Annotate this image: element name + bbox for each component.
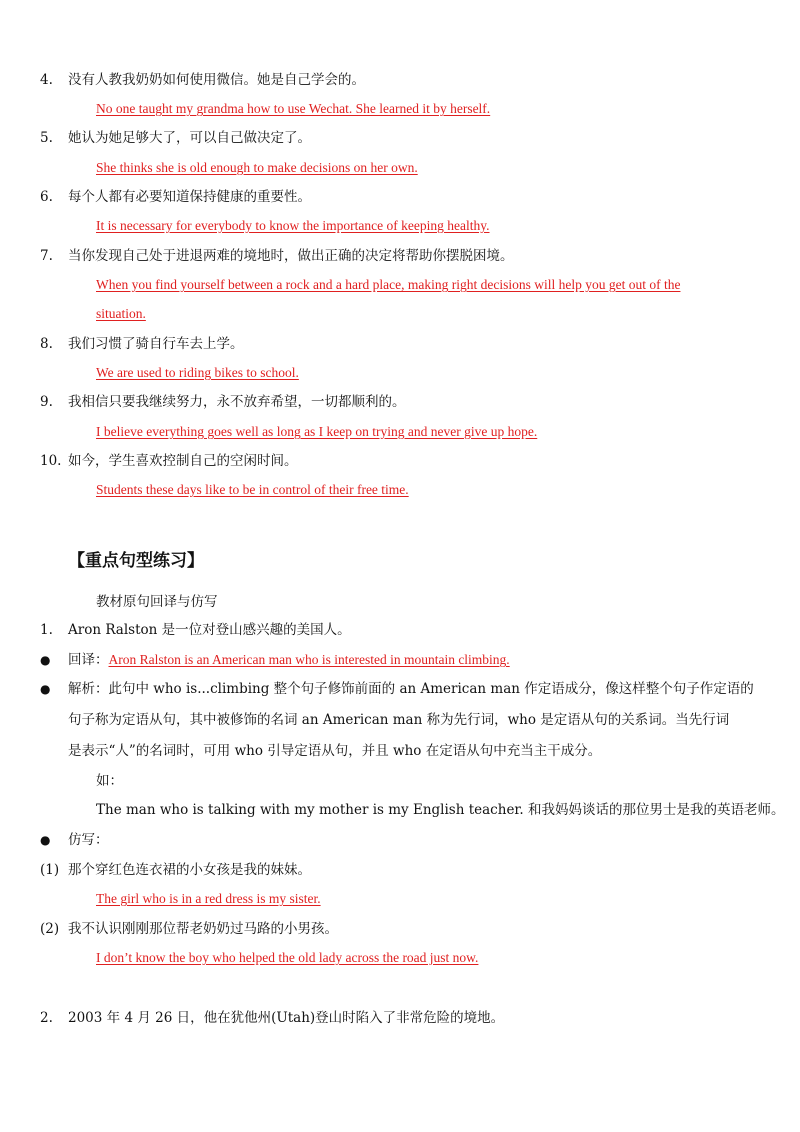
bullet-icon: ●: [40, 682, 51, 696]
translation-block: [68, 650, 510, 670]
analysis-text-3: 是表示“人”的名词时，可用 who 引导定语从句，并且 who 在定语从句中充当主干成分。: [68, 743, 602, 759]
item-number: 9.: [40, 394, 53, 410]
item-number: 4.: [40, 72, 53, 88]
analysis-label: 解析：: [68, 681, 109, 697]
example-label: 如：: [96, 773, 123, 789]
english-answer: No one taught my grandma how to use Wechat. She learned it by herself.: [96, 101, 491, 116]
sub-question-number: (1): [40, 862, 60, 878]
section-subtitle: 教材原句回译与仿写: [96, 594, 218, 610]
chinese-sentence: 她认为她足够大了，可以自己做决定了。: [68, 130, 311, 146]
sub-question-answer: The girl who is in a red dress is my sister.: [96, 891, 321, 906]
item-number: 8.: [40, 336, 53, 352]
chinese-sentence: 每个人都有必要知道保持健康的重要性。: [68, 189, 311, 205]
example-sentence: The man who is talking with my mother is my English teacher. 和我妈妈谈话的那位男士是我的英语老师。: [96, 802, 785, 818]
analysis-text-2: 句子称为定语从句，其中被修饰的名词 an American man 称为先行词，who 是定语从句的关系词。当先行词: [68, 712, 730, 728]
chinese-sentence: 我们习惯了骑自行车去上学。: [68, 336, 244, 352]
bullet-icon: ●: [40, 833, 51, 847]
bullet-icon: ●: [40, 653, 51, 667]
english-answer: I believe everything goes well as long as I keep on trying and never give up hope.: [96, 424, 538, 439]
english-answer: She thinks she is old enough to make decisions on her own.: [96, 160, 418, 175]
chinese-sentence: 我相信只要我继续努力，永不放弃希望，一切都顺利的。: [68, 394, 406, 410]
translation-answer: Aron Ralston is an American man who is interested in mountain climbing.: [108, 652, 510, 667]
english-answer: When you find yourself between a rock and a hard place, making right decisions will help you get out of the: [96, 277, 681, 292]
english-answer: We are used to riding bikes to school.: [96, 365, 299, 380]
item-number: 10.: [40, 453, 62, 469]
question-text: Aron Ralston 是一位对登山感兴趣的美国人。: [68, 622, 351, 638]
chinese-sentence: 当你发现自己处于进退两难的境地时，做出正确的决定将帮助你摆脱困境。: [68, 248, 514, 264]
chinese-sentence: 没有人教我奶奶如何使用微信。她是自己学会的。: [68, 72, 365, 88]
question-text: 2003 年 4 月 26 日，他在犹他州(Utah)登山时陷入了非常危险的境地。: [68, 1010, 505, 1026]
section-heading: 【重点句型练习】: [68, 551, 204, 571]
chinese-sentence: 如今，学生喜欢控制自己的空闲时间。: [68, 453, 298, 469]
analysis-text-1: 此句中 who is...climbing 整个句子修饰前面的 an American man 作定语成分，像这样整个句子作定语的: [108, 681, 754, 697]
question-number: 1.: [40, 622, 53, 638]
translation-label: 回译：: [68, 652, 109, 668]
item-number: 6.: [40, 189, 53, 205]
sub-question-number: (2): [40, 921, 60, 937]
sub-question-text: 那个穿红色连衣裙的小女孩是我的妹妹。: [68, 862, 311, 878]
item-number: 7.: [40, 248, 53, 264]
english-answer: It is necessary for everybody to know the importance of keeping healthy.: [96, 218, 490, 233]
question-number: 2.: [40, 1010, 53, 1026]
english-answer: Students these days like to be in control of their free time.: [96, 482, 409, 497]
imitate-label: 仿写：: [68, 832, 109, 848]
sub-question-answer: I don’t know the boy who helped the old lady across the road just now.: [96, 950, 479, 965]
analysis-block: [68, 679, 754, 699]
sub-question-text: 我不认识刚刚那位帮老奶奶过马路的小男孩。: [68, 921, 338, 937]
item-number: 5.: [40, 130, 53, 146]
english-answer-continued: situation.: [96, 306, 146, 321]
